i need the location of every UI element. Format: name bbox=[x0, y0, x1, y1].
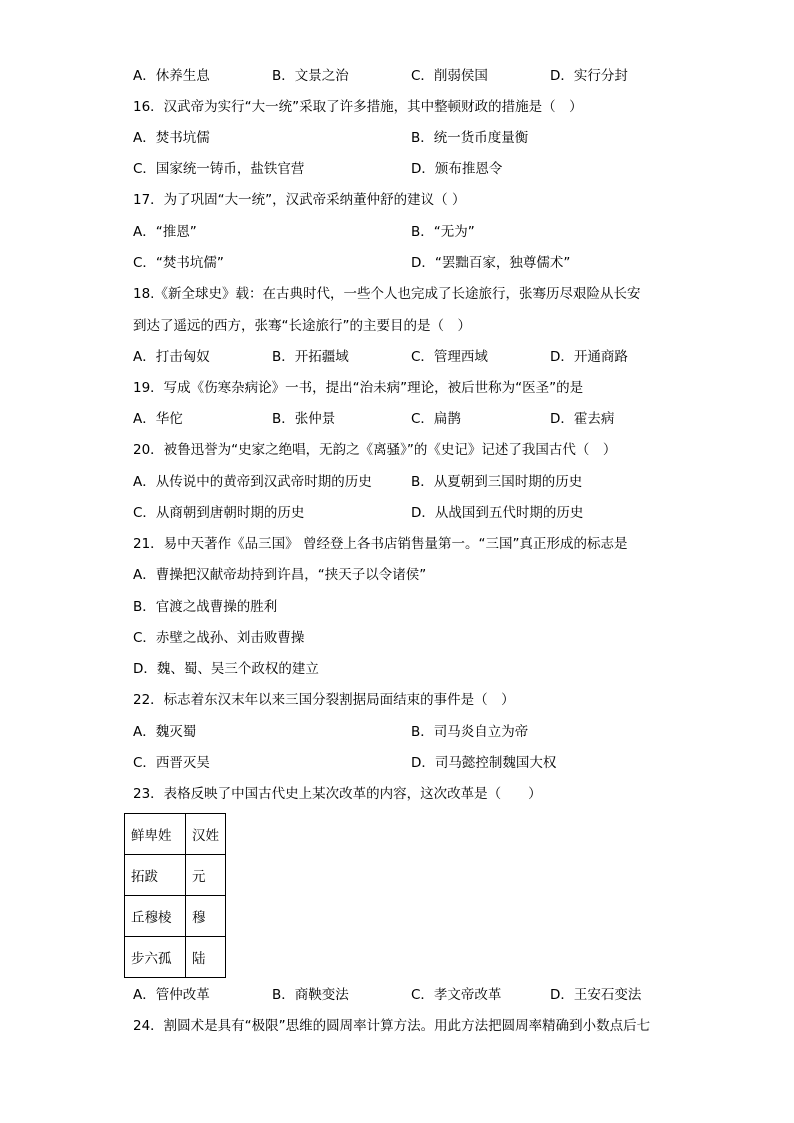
table-row bbox=[125, 937, 226, 978]
q16-option-d: D．颁布推恩令 bbox=[411, 161, 503, 177]
q23-option-a: A．管仲改革 bbox=[133, 987, 210, 1003]
table-cell: 陆 bbox=[186, 937, 226, 978]
q18-option-b: B．开拓疆域 bbox=[272, 349, 349, 365]
q17-stem: 17．为了巩固“大一统”，汉武帝采纳董仲舒的建议（ ） bbox=[133, 192, 466, 208]
q17-option-c: C．“焚书坑儒” bbox=[133, 255, 224, 271]
q23-stem: 23．表格反映了中国古代史上某次改革的内容，这次改革是（ ） bbox=[133, 786, 542, 802]
q15-option-b: B．文景之治 bbox=[272, 68, 349, 84]
q22-option-b: B．司马炎自立为帝 bbox=[411, 724, 529, 740]
q20-option-b: B．从夏朝到三国时期的历史 bbox=[411, 474, 583, 490]
table-row bbox=[125, 896, 226, 937]
table-cell: 元 bbox=[186, 855, 226, 896]
q16-option-a: A．焚书坑儒 bbox=[133, 130, 210, 146]
q22-option-d: D．司马懿控制魏国大权 bbox=[411, 755, 557, 771]
q18-option-a: A．打击匈奴 bbox=[133, 349, 210, 365]
surname-table bbox=[124, 813, 226, 978]
table-row bbox=[125, 855, 226, 896]
q17-option-b: B．“无为” bbox=[411, 224, 475, 240]
q16-option-c: C．国家统一铸币，盐铁官营 bbox=[133, 161, 305, 177]
table-header-cell: 鲜卑姓 bbox=[125, 814, 186, 855]
q23-option-d: D．王安石变法 bbox=[550, 987, 642, 1003]
q21-option-b: B．官渡之战曹操的胜利 bbox=[133, 599, 278, 615]
q20-option-c: C．从商朝到唐朝时期的历史 bbox=[133, 505, 305, 521]
q19-option-b: B．张仲景 bbox=[272, 411, 336, 427]
q21-stem: 21．易中天著作《品三国》 曾经登上各书店销售量第一。“三国”真正形成的标志是 bbox=[133, 536, 628, 552]
q19-stem: 19．写成《伤寒杂病论》一书，提出“治未病”理论，被后世称为“医圣”的是 bbox=[133, 380, 584, 396]
q19-option-a: A．华佗 bbox=[133, 411, 183, 427]
q21-option-c: C．赤壁之战孙、刘击败曹操 bbox=[133, 630, 305, 646]
table-header-cell: 汉姓 bbox=[186, 814, 226, 855]
q18-option-c: C．管理西域 bbox=[411, 349, 488, 365]
q17-option-d: D．“罢黜百家，独尊儒术” bbox=[411, 255, 571, 271]
table-cell: 穆 bbox=[186, 896, 226, 937]
q21-option-a: A．曹操把汉献帝劫持到许昌，“挟天子以令诸侯” bbox=[133, 567, 427, 583]
q20-stem: 20．被鲁迅誉为“史家之绝唱，无韵之《离骚》”的《史记》记述了我国古代（ ） bbox=[133, 442, 617, 458]
q20-option-a: A．从传说中的黄帝到汉武帝时期的历史 bbox=[133, 474, 372, 490]
q21-option-d: D．魏、蜀、吴三个政权的建立 bbox=[133, 661, 319, 677]
table-header-row bbox=[125, 814, 226, 855]
q24-stem: 24．割圆术是具有“极限”思维的圆周率计算方法。用此方法把圆周率精确到小数点后七 bbox=[133, 1018, 651, 1034]
q23-option-b: B．商鞅变法 bbox=[272, 987, 349, 1003]
q15-option-a: A．休养生息 bbox=[133, 68, 210, 84]
q23-option-c: C．孝文帝改革 bbox=[411, 987, 502, 1003]
q19-option-c: C．扁鹊 bbox=[411, 411, 461, 427]
table-cell: 丘穆棱 bbox=[125, 896, 186, 937]
q22-stem: 22．标志着东汉末年以来三国分裂割据局面结束的事件是（ ） bbox=[133, 692, 515, 708]
q16-stem: 16．汉武帝为实行“大一统”采取了许多措施，其中整顿财政的措施是（ ） bbox=[133, 99, 583, 115]
q16-option-b: B．统一货币度量衡 bbox=[411, 130, 529, 146]
q15-option-d: D．实行分封 bbox=[550, 68, 628, 84]
q22-option-c: C．西晋灭吴 bbox=[133, 755, 210, 771]
q19-option-d: D．霍去病 bbox=[550, 411, 615, 427]
q20-option-d: D．从战国到五代时期的历史 bbox=[411, 505, 584, 521]
q18-option-d: D．开通商路 bbox=[550, 349, 628, 365]
q18-stem-line1: 18.《新全球史》载：在古典时代，一些个人也完成了长途旅行，张骞历尽艰险从长安 bbox=[133, 286, 641, 302]
q18-stem-line2: 到达了遥远的西方，张骞“长途旅行”的主要目的是（ ） bbox=[133, 318, 471, 334]
q17-option-a: A．“推恩” bbox=[133, 224, 197, 240]
q15-option-c: C．削弱侯国 bbox=[411, 68, 488, 84]
q22-option-a: A．魏灭蜀 bbox=[133, 724, 197, 740]
table-cell: 步六孤 bbox=[125, 937, 186, 978]
table-cell: 拓跋 bbox=[125, 855, 186, 896]
